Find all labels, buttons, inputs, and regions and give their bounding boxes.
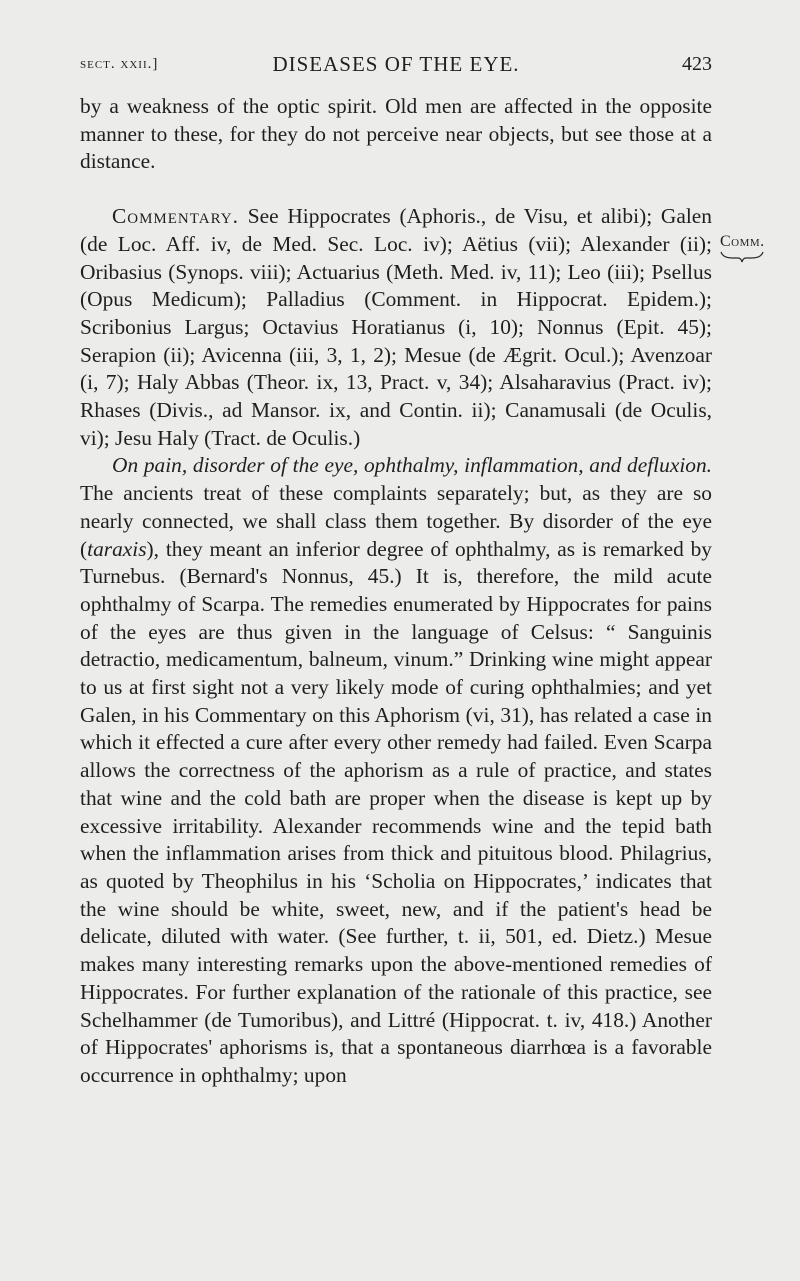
- page-number: 423: [682, 53, 712, 75]
- paragraph-2: [80, 203, 712, 452]
- paragraph-1: by a weakness of the optic spirit. Old men are affected in the opposite manner to these, for they do not perceive near objects, but see those at a distance.: [80, 94, 712, 174]
- commentary-heading: Commentary.: [112, 204, 239, 229]
- term-taraxis: taraxis: [87, 536, 147, 561]
- paragraph-3: [80, 452, 712, 1089]
- running-header: [80, 52, 712, 82]
- brace-icon: [720, 250, 764, 264]
- topic-heading: On pain, disorder of the eye, ophthalmy, inflammation, and defluxion.: [112, 453, 712, 478]
- page-title: DISEASES OF THE EYE.: [272, 52, 520, 76]
- paragraph-3-text-b: ), they meant an inferior degree of ophthalmy, as is remarked by Turnebus. (Bernard's Nonnus, 45.) It is, therefore, the mild acute ophthalmy of Scarpa. The remedies enumerated by Hippocrates for pains of the eyes are thus given in the language of Celsus: “ Sanguinis detractio, medicamentum, balneum, vinum.” Drinking wine might appear to us at first sight not a very likely mode of curing ophthalmies; and yet Galen, in his Commentary on this Aphorism (vi, 31), has related a case in which it effected a cure after every other remedy had failed. Even Scarpa allows the correctness of the aphorism as a rule of practice, and states that wine and the cold bath are proper when the disease is kept up by excessive irritability. Alexander recommends wine and the tepid bath when the inflammation arises from thick and pituitous blood. Philagrius, as quoted by Theophilus in his ‘Scholia on Hippocrates,’ indicates that the wine should be white, sweet, new, and if the patient's head be delicate, diluted with water. (See further, t. ii, 501, ed. Dietz.) Mesue makes many interesting remarks upon the above-mentioned remedies of Hippocrates. For further explanation of the rationale of this practice, see Schelhammer (de Tumoribus), and Littré (Hippocrat. t. iv, 418.) Another of Hippocrates' aphorisms is, that a spontaneous diarrhœa is a favorable occurrence in ophthalmy; upon: [80, 536, 712, 1087]
- section-label: sect. xxii.]: [80, 56, 159, 72]
- page-body: [80, 93, 712, 1090]
- paragraph-3-text-a: The ancients treat of these complaints separately; but, as they are so nearly connected, we shall class them together. By disorder of the eye (: [80, 481, 712, 561]
- margin-note: Comm.: [720, 233, 765, 250]
- paragraph-2-text: See Hippocrates (Aphoris., de Visu, et alibi); Galen (de Loc. Aff. iv, de Med. Sec. Loc. iv); Aëtius (vii); Alexander (ii); Oribasius (Synops. viii); Actuarius (Meth. Med. iv, 11); Leo (iii); Psellus (Opus Medicum); Palladius (Comment. in Hippocrat. Epidem.); Scribonius Largus; Octavius Horatianus (i, 10); Nonnus (Epit. 45); Serapion (ii); Avicenna (iii, 3, 1, 2); Mesue (de Ægrit. Ocul.); Avenzoar (i, 7); Haly Abbas (Theor. ix, 13, Pract. v, 34); Alsaharavius (Pract. iv); Rhases (Divis., ad Mansor. ix, and Contin. ii); Canamusali (de Oculis, vi); Jesu Haly (Tract. de Oculis.): [80, 204, 712, 450]
